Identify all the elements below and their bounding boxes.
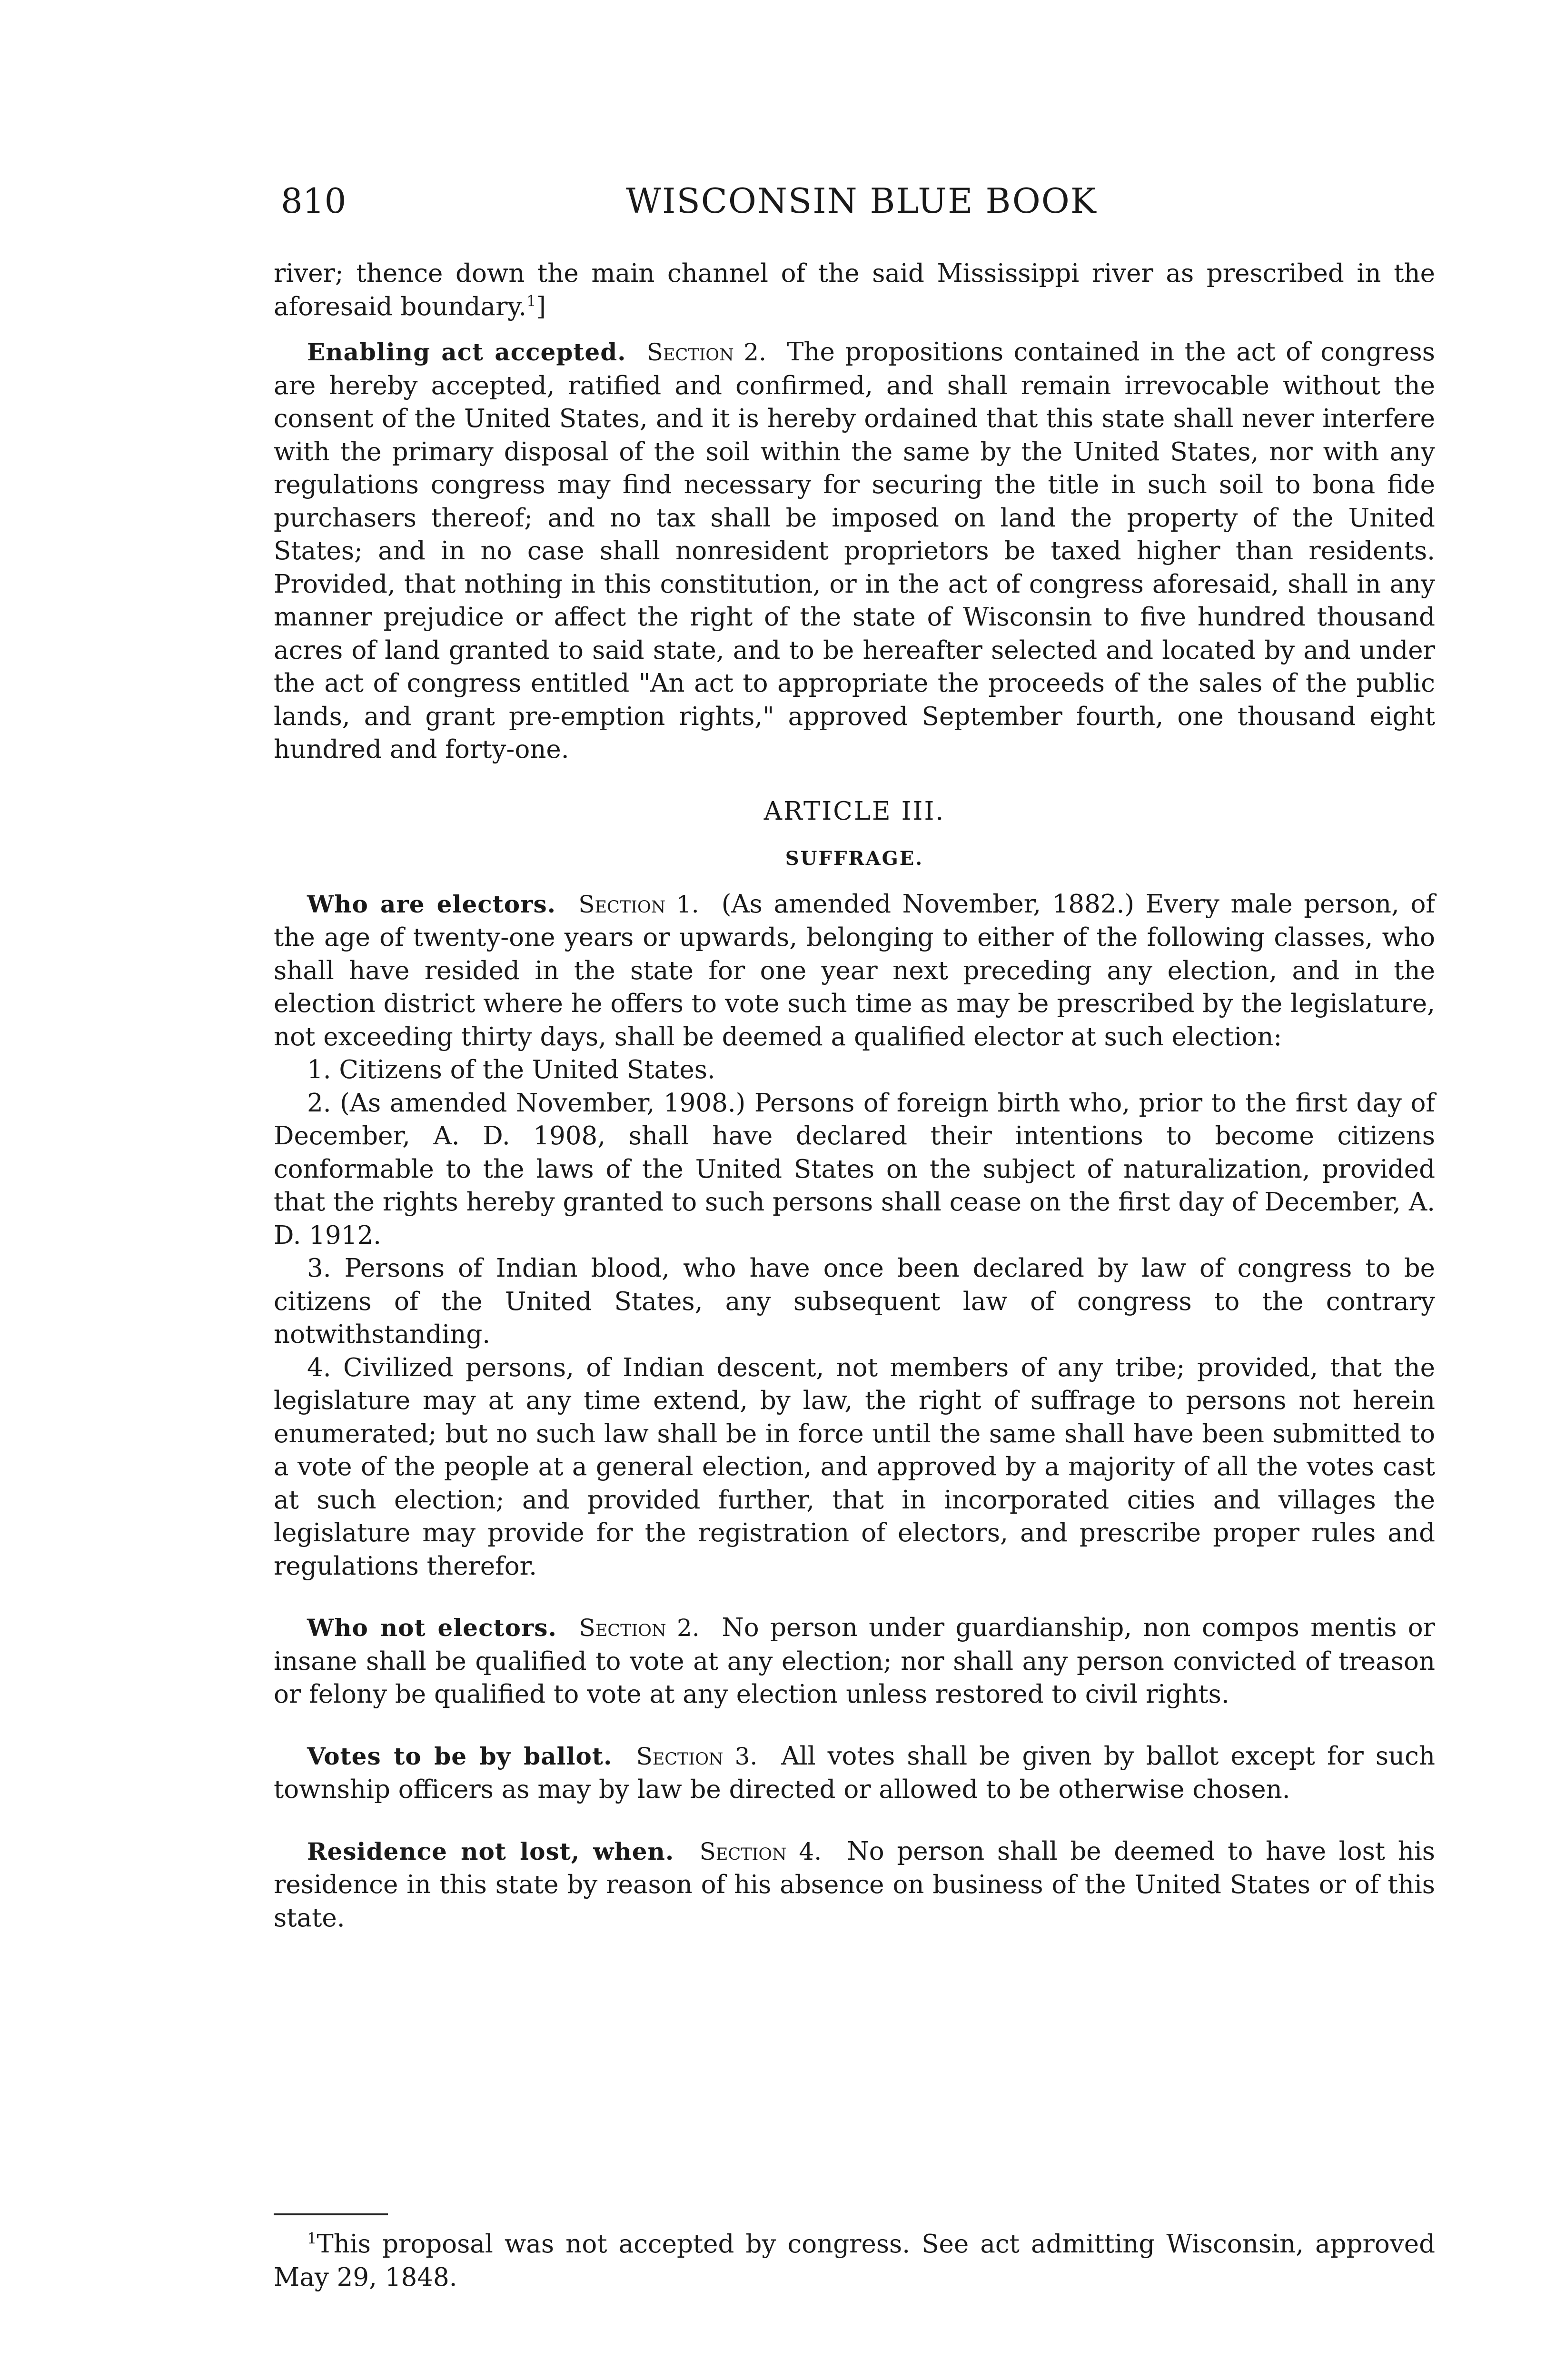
sidenote-residence: Residence not lost, when. xyxy=(307,1837,674,1865)
running-title: WISCONSIN BLUE BOOK xyxy=(626,181,1097,221)
page-body xyxy=(274,257,1435,1934)
footnote xyxy=(274,2228,1435,2294)
section-text: No person shall be deemed to have lost his residence in this state by reason of his absence on business of the United States or of this state. xyxy=(274,1836,1436,1933)
continuation-close: ] xyxy=(536,292,546,321)
section-text: The propositions contained in the act of congress are hereby accepted, ratified and confirmed, and shall remain irrevocable without the consent of the United States, and it is hereby ordained that this state shall never interfere with the primary disposal of the soil within the same by the United States, nor with any regulations congress may find necessary for securing the title in such soil to bona fide purchasers thereof; and no tax shall be imposed on land the property of the United States; and in no case shall nonresident proprietors be taxed higher than residents. Provided, that nothing in this constitution, or in the act of congress aforesaid, shall in any manner prejudice or affect the right of the state of Wisconsin to five hundred thousand acres of land granted to said state, and to be hereafter selected and located by and under the act of congress entitled "An act to appropriate the proceeds of the sales of the public lands, and grant pre-emption rights," approved September fourth, one thousand eight hundred and forty-one. xyxy=(274,337,1435,764)
list-item: 2. (As amended November, 1908.) Persons of foreign birth who, prior to the first day of December, A. D. 1908, shall have declared their intentions to become citizens conformable to the laws of the United States on the subject of naturalization, provided that the rights hereby granted to such persons shall cease on the first day of December, A. D. 1912. xyxy=(274,1088,1435,1250)
article2-continuation xyxy=(274,257,1435,323)
article-title: ARTICLE III. xyxy=(763,796,945,826)
section-label: Section 2. xyxy=(579,1614,700,1642)
sidenote-ballot: Votes to be by ballot. xyxy=(307,1742,613,1770)
section-label: Section 2. xyxy=(646,338,766,366)
sidenote-enabling: Enabling act accepted. xyxy=(307,338,626,366)
article3-section2 xyxy=(274,1611,1435,1711)
sidenote-electors: Who are electors. xyxy=(307,890,556,918)
section-label: Section 1. xyxy=(578,890,699,918)
section-label: Section 3. xyxy=(636,1742,758,1770)
section-text: No person under guardianship, non compos mentis or insane shall be qualified to vote at any election; nor shall any person convicted of treason or felony be qualified to vote at any election unless restored to civil rights. xyxy=(274,1613,1436,1709)
footnote-divider xyxy=(274,2213,388,2215)
article3-section1 xyxy=(274,888,1435,1054)
page-number: 810 xyxy=(281,181,347,221)
section-text: All votes shall be given by ballot except for such township officers as may by law be directed or allowed to be otherwise chosen. xyxy=(274,1741,1435,1804)
footnote-marker: 1 xyxy=(307,2229,317,2248)
footnote-text: This proposal was not accepted by congress. See act admitting Wisconsin, approved May 29, 1848. xyxy=(274,2230,1435,2292)
list-item: 3. Persons of Indian blood, who have once been declared by law of congress to be citizens of the United States, any subsequent law of congress to the contrary notwithstanding. xyxy=(274,1254,1435,1349)
section-label: Section 4. xyxy=(699,1837,822,1865)
list-item: 4. Civilized persons, of Indian descent, not members of any tribe; provided, that the legislature may at any time extend, by law, the right of suffrage to persons not herein enumerated; but no such law shall be in force until the same shall have been submitted to a vote of the people at a general election, and approved by a majority of all the votes cast at such election; and provided further, that in incorporated cities and villages the legislature may provide for the registration of electors, and prescribe proper rules and regulations therefor. xyxy=(274,1353,1435,1581)
continuation-text: river; thence down the main channel of the said Mississippi river as prescribed in the aforesaid boundary. xyxy=(274,259,1435,321)
footnote-ref: 1 xyxy=(526,291,536,310)
page-header xyxy=(274,177,1435,225)
article3-section4 xyxy=(274,1835,1435,1935)
list-item: 1. Citizens of the United States. xyxy=(307,1055,715,1084)
section2-enabling xyxy=(274,336,1435,766)
article-subtitle: SUFFRAGE. xyxy=(785,847,924,870)
section-text: (As amended November, 1882.) Every male person, of the age of twenty-one years or upwards, belonging to either of the following classes, who shall have resided in the state for one year next preceding any election, and in the election district where he offers to vote such time as may be prescribed by the legislature, not exceeding thirty days, shall be deemed a qualified elector at such election: xyxy=(274,889,1435,1051)
article3-section3 xyxy=(274,1740,1435,1806)
sidenote-not-electors: Who not electors. xyxy=(307,1614,557,1642)
